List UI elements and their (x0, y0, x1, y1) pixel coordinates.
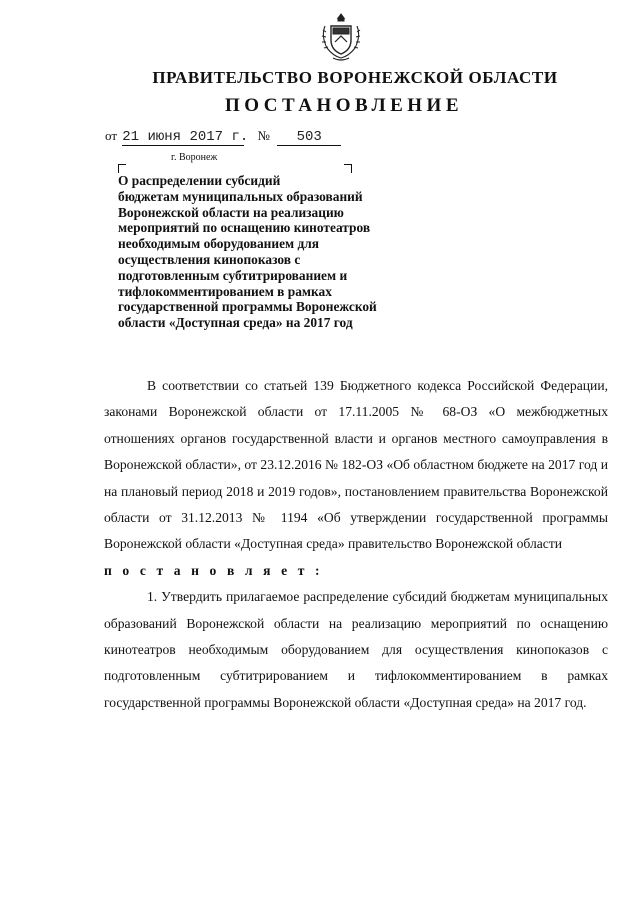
decree-word: п о с т а н о в л я е т : (104, 562, 324, 578)
dateline (105, 128, 341, 146)
preamble-paragraph: В соответствии со статьей 139 Бюджетного кодекса Российской Федерации, законами Воронежской области от 17.11.2005 № 68-ОЗ «О межбюджетных отношениях органов государственной власти и органов местного самоуправления в Воронежской области», от 23.12.2016 № 182-ОЗ «Об областном бюджете на 2017 год и на плановый период 2018 и 2019 годов», постановлением правительства Воронежской области от 31.12.2013 № 1194 «Об утверждении государственной программы Воронежской области «Доступная среда» правительство Воронежской области (104, 378, 608, 552)
subject-line: бюджетам муниципальных образований (118, 188, 363, 204)
subject-line: осуществления кинопоказов с (118, 251, 301, 267)
subject-line: О распределении субсидий (118, 173, 281, 188)
subject-line: мероприятий по оснащению кинотеатров (118, 220, 371, 236)
document-date: 21 июня 2017 г. (122, 129, 249, 145)
coat-of-arms-icon (319, 12, 363, 62)
subject-line: Воронежской области на реализацию (118, 204, 344, 220)
date-label: от (105, 128, 118, 143)
subject-bracket-right (344, 164, 352, 173)
organization-title: ПРАВИТЕЛЬСТВО ВОРОНЕЖСКОЙ ОБЛАСТИ (152, 68, 558, 87)
subject-line: тифлокомментированием в рамках (118, 283, 332, 299)
city: г. Воронеж (171, 152, 218, 163)
subject-line: подготовленным субтитрированием и (118, 267, 348, 283)
document-subject (118, 173, 428, 331)
subject-line: области «Доступная среда» на 2017 год (118, 315, 353, 331)
document-type: ПОСТАНОВЛЕНИЕ (224, 95, 464, 116)
subject-bracket-left (118, 164, 126, 173)
number-label: № (257, 128, 270, 143)
document-number: 503 (277, 130, 341, 146)
subject-line: необходимым оборудованием для (118, 236, 320, 252)
subject-line: государственной программы Воронежской (118, 299, 377, 315)
document-body (104, 373, 608, 716)
item-1-paragraph: 1. Утвердить прилагаемое распределение субсидий бюджетам муниципальных образований Воронежской области на реализацию мероприятий по оснащению кинотеатров необходимым оборудованием для осуществления кинопоказов с подготовленным субтитрированием и тифлокомментированием в рамках государственной программы Воронежской области «Доступная среда» на 2017 год. (104, 589, 608, 710)
